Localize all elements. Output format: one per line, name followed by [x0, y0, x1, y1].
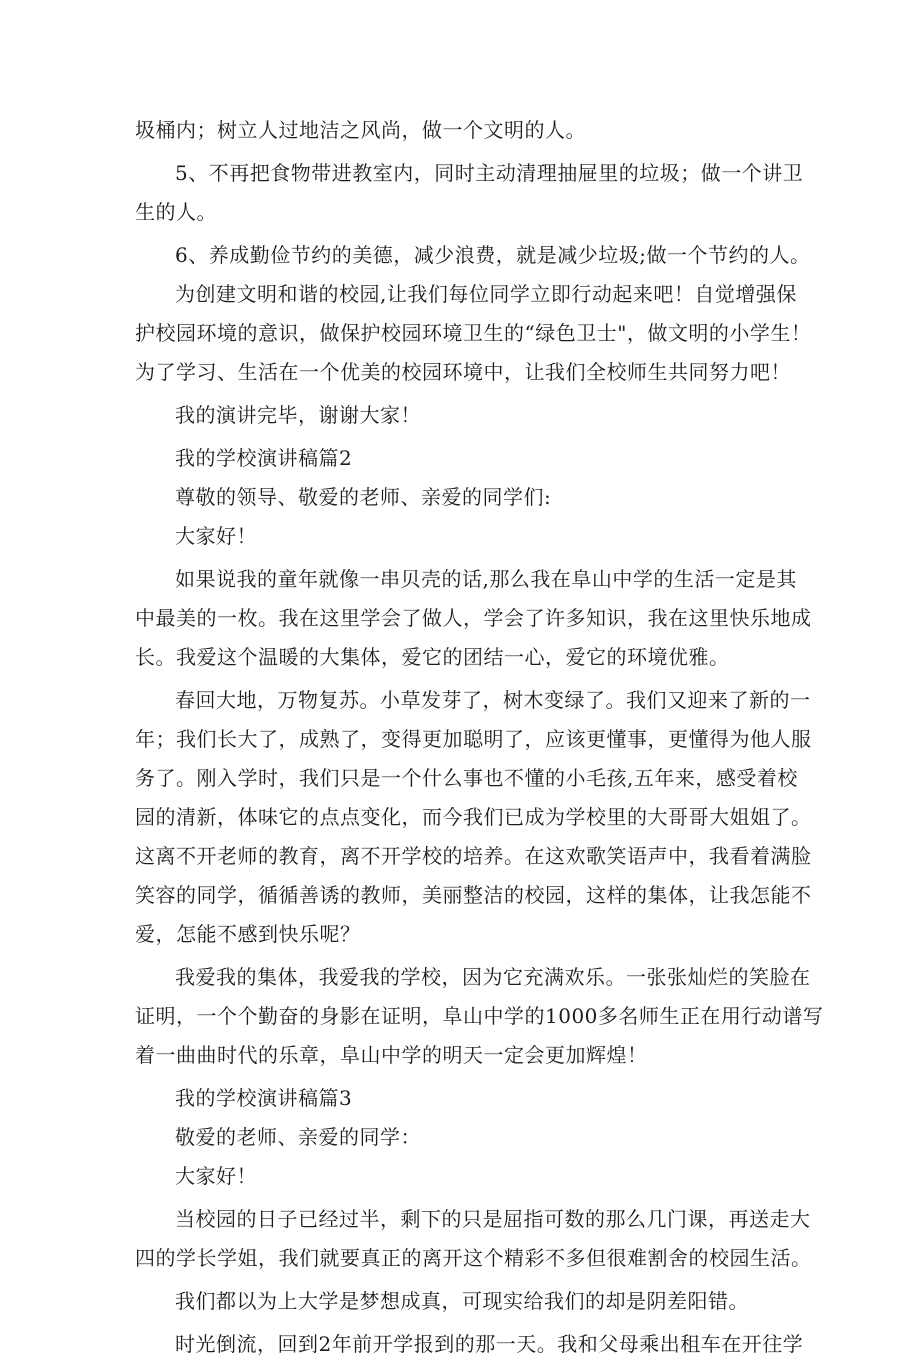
text-line: 我爱我的集体，我爱我的学校，因为它充满欢乐。一张张灿烂的笑脸在 — [175, 965, 811, 989]
text-line: 敬爱的老师、亲爱的同学： — [175, 1125, 421, 1149]
text-line: 大家好！ — [175, 1164, 257, 1188]
text-line: 长。我爱这个温暖的大集体，爱它的团结一心，爱它的环境优雅。 — [135, 645, 730, 669]
section-heading: 我的学校演讲稿篇2 — [175, 446, 353, 470]
document-body — [135, 112, 824, 1363]
text-line: 四的学长学姐，我们就要真正的离开这个精彩不多但很难割舍的校园生活。 — [135, 1246, 812, 1270]
text-line: 5、不再把食物带进教室内，同时主动清理抽屉里的垃圾；做一个讲卫 — [175, 161, 804, 185]
text-line: 尊敬的领导、敬爱的老师、亲爱的同学们: — [175, 485, 552, 509]
text-line: 春回大地，万物复苏。小草发芽了，树木变绿了。我们又迎来了新的一 — [175, 688, 811, 712]
text-line: 生的人。 — [135, 200, 217, 224]
text-line: 园的清新，体味它的点点变化，而今我们已成为学校里的大哥哥大姐姐了。 — [135, 805, 812, 829]
text-line: 爱，怎能不感到快乐呢？ — [135, 922, 361, 946]
text-line: 笑容的同学，循循善诱的教师，美丽整洁的校园，这样的集体，让我怎能不 — [135, 883, 812, 907]
text-line: 这离不开老师的教育，离不开学校的培养。在这欢歌笑语声中，我看着满脸 — [135, 844, 812, 868]
text-line: 我们都以为上大学是梦想成真，可现实给我们的却是阴差阳错。 — [175, 1289, 749, 1313]
text-line: 年；我们长大了，成熟了，变得更加聪明了，应该更懂事，更懂得为他人服 — [135, 727, 812, 751]
text-line: 着一曲曲时代的乐章，阜山中学的明天一定会更加辉煌！ — [135, 1043, 648, 1067]
text-line: 证明，一个个勤奋的身影在证明，阜山中学的1000多名师生正在用行动谱写 — [135, 1004, 824, 1028]
text-line: 圾桶内；树立人过地洁之风尚，做一个文明的人。 — [135, 118, 586, 142]
text-line: 中最美的一枚。我在这里学会了做人，学会了许多知识，我在这里快乐地成 — [135, 606, 812, 630]
text-line: 为创建文明和谐的校园,让我们每位同学立即行动起来吧！自觉增强保 — [175, 282, 797, 306]
section-heading: 我的学校演讲稿篇3 — [175, 1086, 353, 1110]
text-line: 为了学习、生活在一个优美的校园环境中，让我们全校师生共同努力吧！ — [135, 360, 791, 384]
text-line: 我的演讲完毕，谢谢大家！ — [175, 403, 421, 427]
text-line: 时光倒流，回到2年前开学报到的那一天。我和父母乘出租车在开往学 — [175, 1332, 804, 1356]
text-line: 护校园环境的意识，做保护校园环境卫生的“绿色卫士"，做文明的小学生！ — [135, 321, 812, 345]
text-line: 6、养成勤俭节约的美德，减少浪费，就是减少垃圾;做一个节约的人。 — [175, 243, 811, 267]
text-line: 大家好！ — [175, 524, 257, 548]
text-line: 务了。刚入学时，我们只是一个什么事也不懂的小毛孩,五年来，感受着校 — [135, 766, 798, 790]
text-line: 如果说我的童年就像一串贝壳的话,那么我在阜山中学的生活一定是其 — [175, 567, 797, 591]
text-line: 当校园的日子已经过半，剩下的只是屈指可数的那么几门课，再送走大 — [175, 1207, 811, 1231]
